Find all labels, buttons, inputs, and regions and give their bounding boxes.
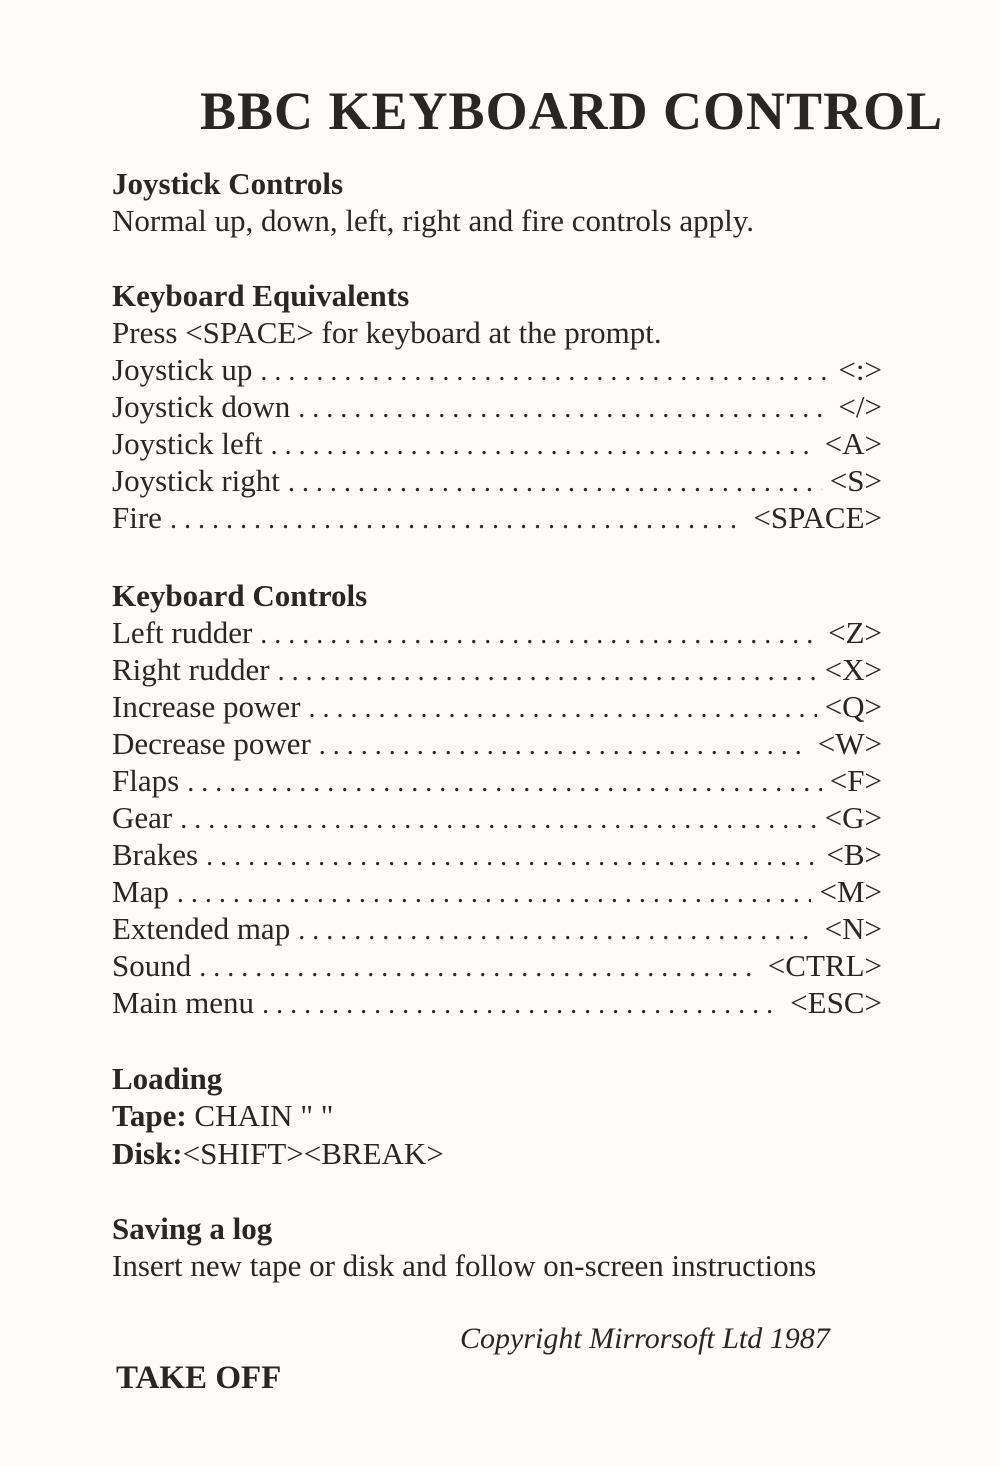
key-row-label: Joystick left — [112, 426, 263, 461]
saving-heading: Saving a log — [112, 1211, 273, 1246]
dot-leader — [187, 767, 822, 799]
key-row-key: </> — [838, 389, 882, 424]
key-row-key: <CTRL> — [767, 948, 882, 983]
key-row-label: Joystick down — [112, 389, 291, 424]
key-row-key: <G> — [824, 800, 882, 835]
key-row-key: <Q> — [824, 689, 882, 724]
dot-leader — [298, 915, 816, 947]
loading-tape-line — [112, 1098, 333, 1134]
key-row-label: Sound — [112, 948, 192, 983]
key-row-label: Decrease power — [112, 726, 311, 761]
dot-leader — [262, 989, 782, 1021]
key-row-label: Gear — [112, 800, 173, 835]
key-row-label: Main menu — [112, 985, 255, 1020]
dot-leader — [271, 430, 817, 462]
key-row-main-menu — [112, 985, 882, 1023]
key-row-key: <A> — [824, 426, 882, 461]
copyright-notice: Copyright Mirrorsoft Ltd 1987 — [460, 1322, 830, 1355]
footer-title: TAKE OFF — [116, 1360, 282, 1396]
key-row-joystick-left — [112, 426, 882, 464]
key-row-label: Joystick up — [112, 352, 253, 387]
loading-disk-line — [112, 1136, 444, 1172]
dot-leader — [177, 878, 812, 910]
dot-leader — [319, 730, 810, 762]
key-row-label: Increase power — [112, 689, 301, 724]
key-row-key: <:> — [838, 352, 882, 387]
key-row-key: <M> — [819, 874, 882, 909]
key-row-left-rudder — [112, 615, 882, 653]
key-row-key: <ESC> — [790, 985, 882, 1020]
key-row-label: Joystick right — [112, 463, 280, 498]
page-title: BBC KEYBOARD CONTROL — [200, 81, 944, 141]
key-row-key: <Z> — [828, 615, 882, 650]
loading-tape-value: CHAIN " " — [194, 1098, 334, 1133]
key-row-label: Flaps — [112, 763, 180, 798]
key-row-key: <B> — [826, 837, 882, 872]
key-row-increase-power — [112, 689, 882, 727]
key-row-decrease-power — [112, 726, 882, 764]
keyboard-equivalents-heading: Keyboard Equivalents — [112, 278, 410, 313]
joystick-controls-text: Normal up, down, left, right and fire controls apply. — [112, 203, 754, 238]
key-row-key: <SPACE> — [753, 500, 882, 535]
dot-leader — [288, 467, 822, 499]
keyboard-controls-heading: Keyboard Controls — [112, 578, 368, 613]
key-row-key: <F> — [829, 763, 882, 798]
key-row-sound — [112, 948, 882, 986]
key-row-joystick-right — [112, 463, 882, 501]
key-row-label: Extended map — [112, 911, 291, 946]
dot-leader — [278, 656, 817, 688]
dot-leader — [199, 952, 760, 984]
key-row-brakes — [112, 837, 882, 875]
key-row-joystick-down — [112, 389, 882, 427]
key-row-label: Brakes — [112, 837, 199, 872]
key-row-gear — [112, 800, 882, 838]
key-row-label: Right rudder — [112, 652, 270, 687]
key-row-label: Fire — [112, 500, 162, 535]
saving-text: Insert new tape or disk and follow on-screen instructions — [112, 1248, 817, 1283]
loading-disk-value: <SHIFT><BREAK> — [182, 1136, 444, 1171]
dot-leader — [206, 841, 818, 873]
dot-leader — [180, 804, 816, 836]
key-row-key: <X> — [824, 652, 882, 687]
loading-disk-label: Disk: — [112, 1136, 183, 1171]
dot-leader — [308, 693, 816, 725]
loading-tape-label: Tape: — [112, 1098, 187, 1133]
dot-leader — [170, 504, 745, 536]
key-row-map — [112, 874, 882, 912]
key-row-key: <N> — [824, 911, 882, 946]
key-row-right-rudder — [112, 652, 882, 690]
key-row-flaps — [112, 763, 882, 801]
key-row-extended-map — [112, 911, 882, 949]
key-row-key: <S> — [829, 463, 882, 498]
key-row-label: Left rudder — [112, 615, 253, 650]
keyboard-equivalents-text: Press <SPACE> for keyboard at the prompt. — [112, 315, 662, 350]
dot-leader — [260, 619, 820, 651]
joystick-controls-heading: Joystick Controls — [112, 166, 344, 201]
key-row-fire — [112, 500, 882, 538]
key-row-key: <W> — [817, 726, 882, 761]
loading-heading: Loading — [112, 1061, 223, 1096]
key-row-label: Map — [112, 874, 169, 909]
key-row-joystick-up — [112, 352, 882, 390]
dot-leader — [260, 356, 830, 388]
dot-leader — [298, 393, 830, 425]
